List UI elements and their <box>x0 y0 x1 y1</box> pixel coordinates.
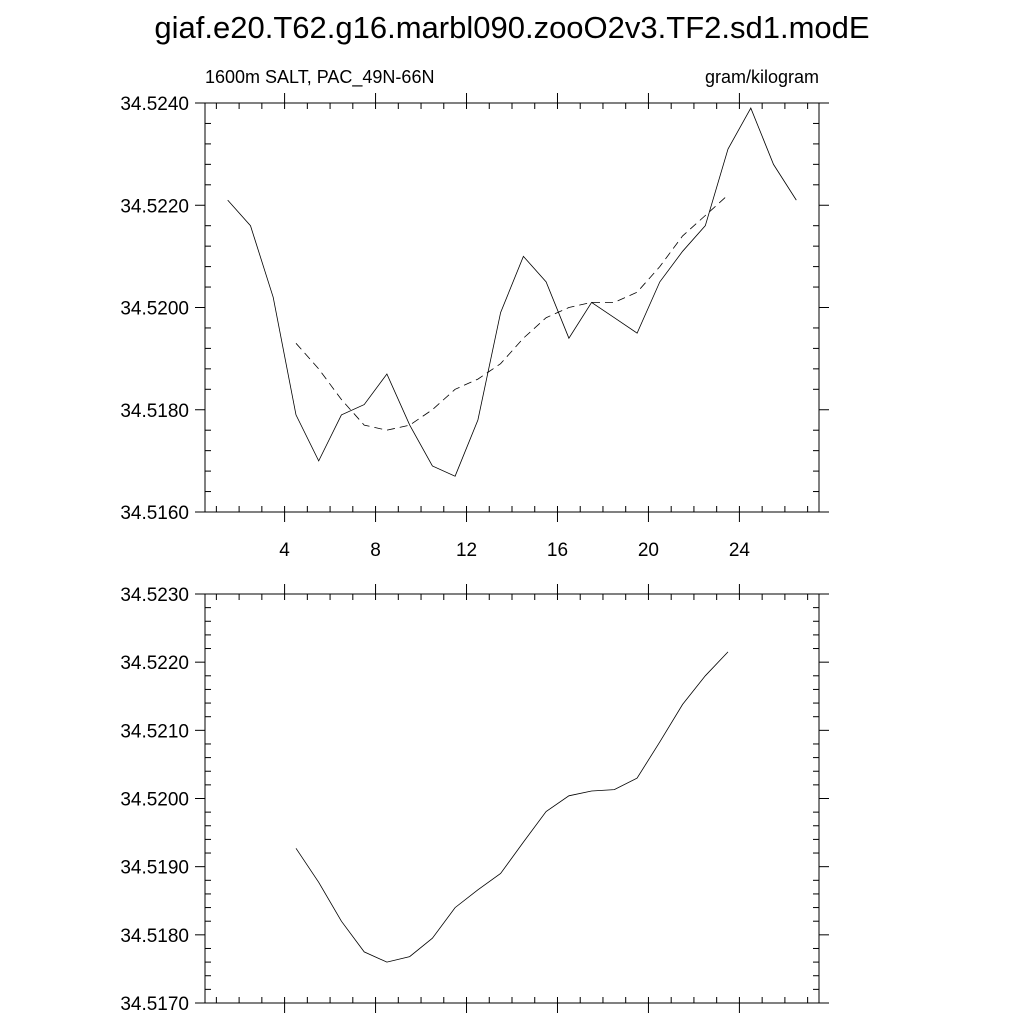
y-tick-label: 34.5160 <box>120 503 189 524</box>
y-tick-label: 34.5180 <box>120 400 189 422</box>
x-tick-label: 16 <box>546 540 569 561</box>
right-subtitle: gram/kilogram <box>704 67 819 87</box>
y-tick-label: 34.5240 <box>120 94 189 115</box>
x-tick-label: 4 <box>279 540 290 561</box>
running-mean-line <box>296 195 728 430</box>
y-tick-label: 34.5180 <box>120 925 189 947</box>
y-tick-label: 34.5220 <box>120 653 189 675</box>
series-line <box>296 652 728 962</box>
series-line <box>228 108 797 476</box>
left-subtitle: 1600m SALT, PAC_49N-66N <box>205 67 435 87</box>
y-tick-label: 34.5200 <box>120 298 189 320</box>
y-tick-label: 34.5210 <box>120 721 189 743</box>
x-tick-label: 12 <box>455 540 478 561</box>
y-tick-label: 34.5200 <box>120 789 189 811</box>
plot-frame <box>205 594 819 1003</box>
y-tick-label: 34.5190 <box>120 857 189 879</box>
plot-frame <box>205 103 819 512</box>
x-tick-label: 20 <box>637 540 660 561</box>
y-tick-label: 34.5220 <box>120 196 189 218</box>
y-tick-label: 34.5230 <box>120 585 189 606</box>
y-tick-label: 34.5170 <box>120 994 189 1015</box>
x-tick-label: 8 <box>370 540 381 561</box>
x-tick-label: 24 <box>728 540 750 561</box>
top-panel <box>120 67 829 561</box>
bottom-panel <box>120 584 829 1015</box>
figure-title: giaf.e20.T62.g16.marbl090.zooO2v3.TF2.sd1.modE <box>154 10 870 45</box>
